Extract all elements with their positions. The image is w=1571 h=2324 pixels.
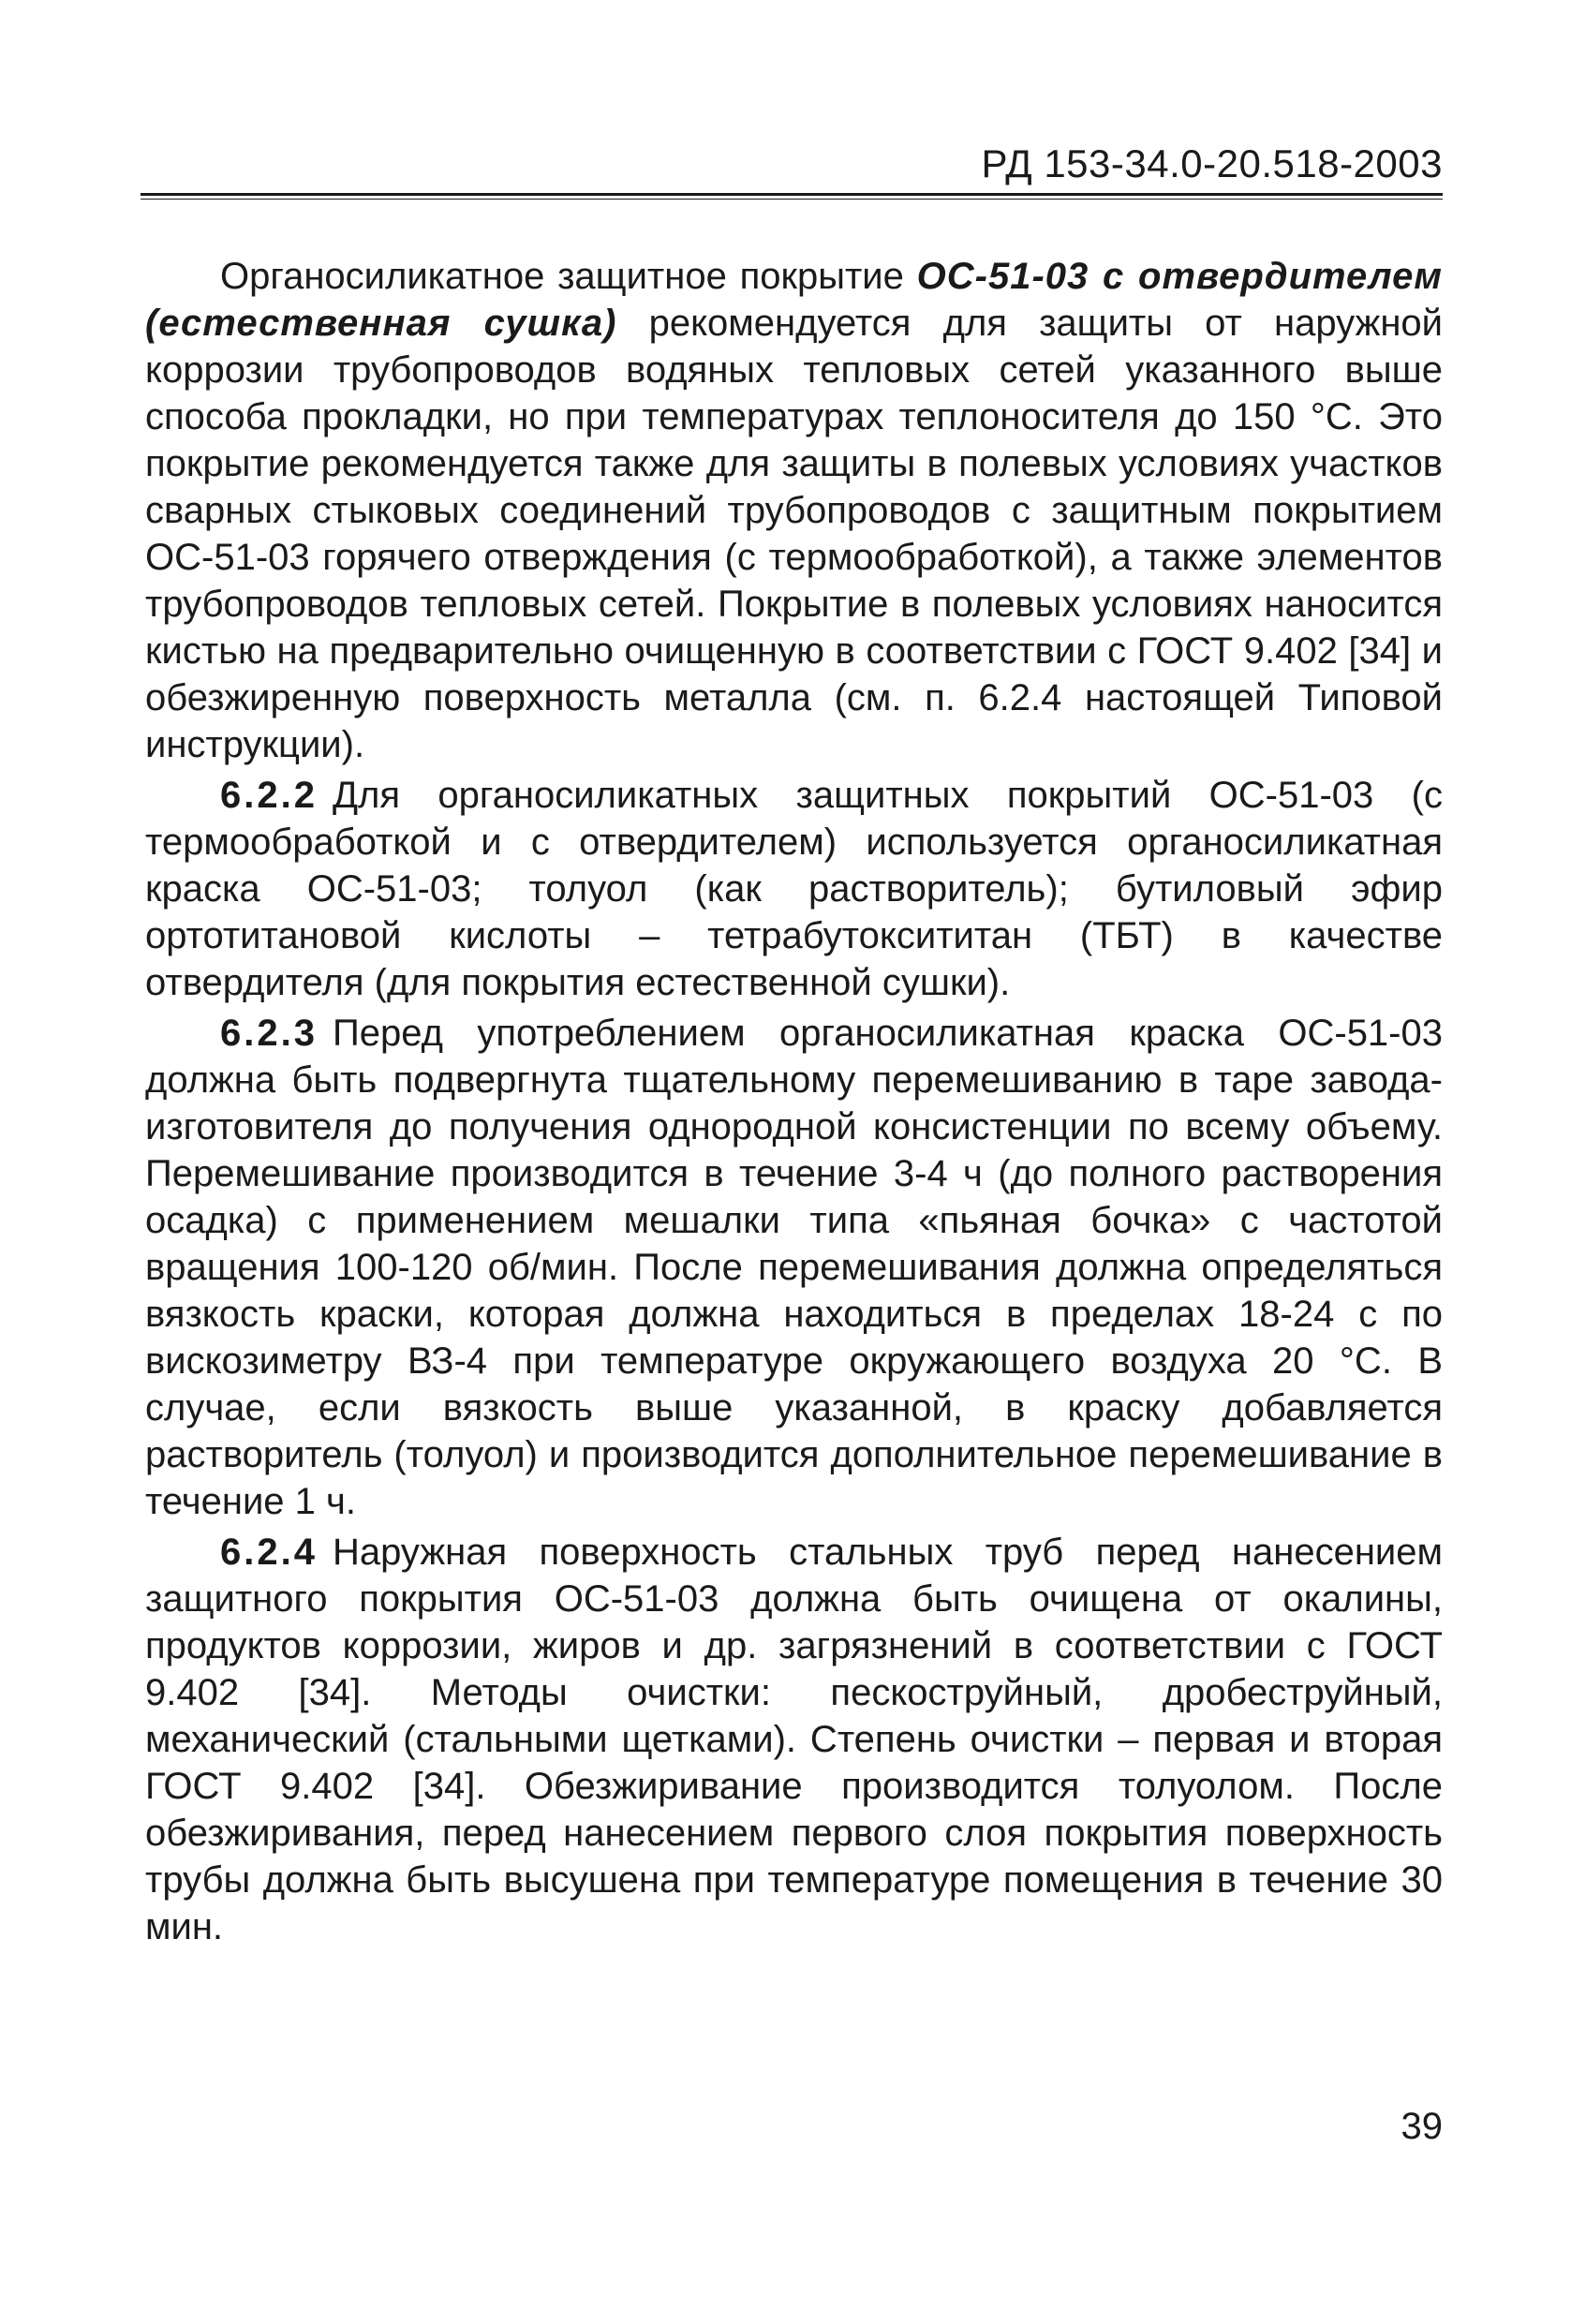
page-header [141, 141, 1443, 197]
paragraph [145, 253, 1443, 768]
section-number: 6.2.3 [220, 1013, 318, 1054]
paragraph [145, 1529, 1443, 1950]
section-number: 6.2.2 [220, 775, 318, 816]
paragraph [145, 1010, 1443, 1525]
paragraph-text: Для органосиликатных защитных покрытий ОС-51-03 (с термообработкой и с отвердителем) используется органосиликатная краска ОС-51-03; толуол (как растворитель); бутиловый эфир ортотитановой кислоты – тетрабутоксититан (ТБТ) в качестве отвердителя (для покрытия естественной сушки). [145, 775, 1443, 1003]
section-number: 6.2.4 [220, 1532, 318, 1573]
paragraph-text: Наружная поверхность стальных труб перед нанесением защитного покрытия ОС-51-03 должна быть очищена от окалины, продуктов коррозии, жиров и др. загрязнений в соответствии с ГОСТ 9.402 [34]. Методы очистки: пескоструйный, дробеструйный, механический (стальными щетками). Степень очистки – первая и вторая ГОСТ 9.402 [34]. Обезжиривание производится толуолом. После обезжиривания, перед нанесением первого слоя покрытия поверхность трубы должна быть высушена при температуре помещения в течение 30 мин. [145, 1532, 1443, 1947]
header-rule-thin [141, 199, 1443, 200]
header-rule [141, 193, 1443, 196]
page-number: 39 [1401, 2106, 1443, 2147]
paragraph-text: Перед употреблением органосиликатная краска ОС-51-03 должна быть подвергнута тщательному перемешиванию в таре завода-изготовителя до получения однородной консистенции по всему объему. Перемешивание производится в течение 3-4 ч (до полного растворения осадка) с применением мешалки типа «пьяная бочка» с частотой вращения 100-120 об/мин. После перемешивания должна определяться вязкость краски, которая должна находиться в пределах 18-24 с по вискозиметру ВЗ-4 при температуре окружающего воздуха 20 °С. В случае, если вязкость выше указанной, в краску добавляется растворитель (толуол) и производится дополнительное перемешивание в течение 1 ч. [145, 1013, 1443, 1522]
paragraph-text: Органосиликатное защитное покрытие [220, 256, 917, 297]
body-text [145, 253, 1443, 1954]
paragraph-text: рекомендуется для защиты от наружной коррозии трубопроводов водяных тепловых сетей указанного выше способа прокладки, но при температурах теплоносителя до 150 °С. Это покрытие рекомендуется также для защиты в полевых условиях участков сварных стыковых соединений трубопроводов с защитным покрытием ОС-51-03 горячего отверждения (с термообработкой), а также элементов трубопроводов тепловых сетей. Покрытие в полевых условиях наносится кистью на предварительно очищенную в соответствии с ГОСТ 9.402 [34] и обезжиренную поверхность металла (см. п. 6.2.4 настоящей Типовой инструкции). [145, 303, 1444, 765]
document-code: РД 153-34.0-20.518-2003 [981, 141, 1443, 185]
highlighted-term: ОС-51-03 с отвердителем (естественная сушка) [145, 256, 1443, 344]
paragraph [145, 772, 1443, 1006]
